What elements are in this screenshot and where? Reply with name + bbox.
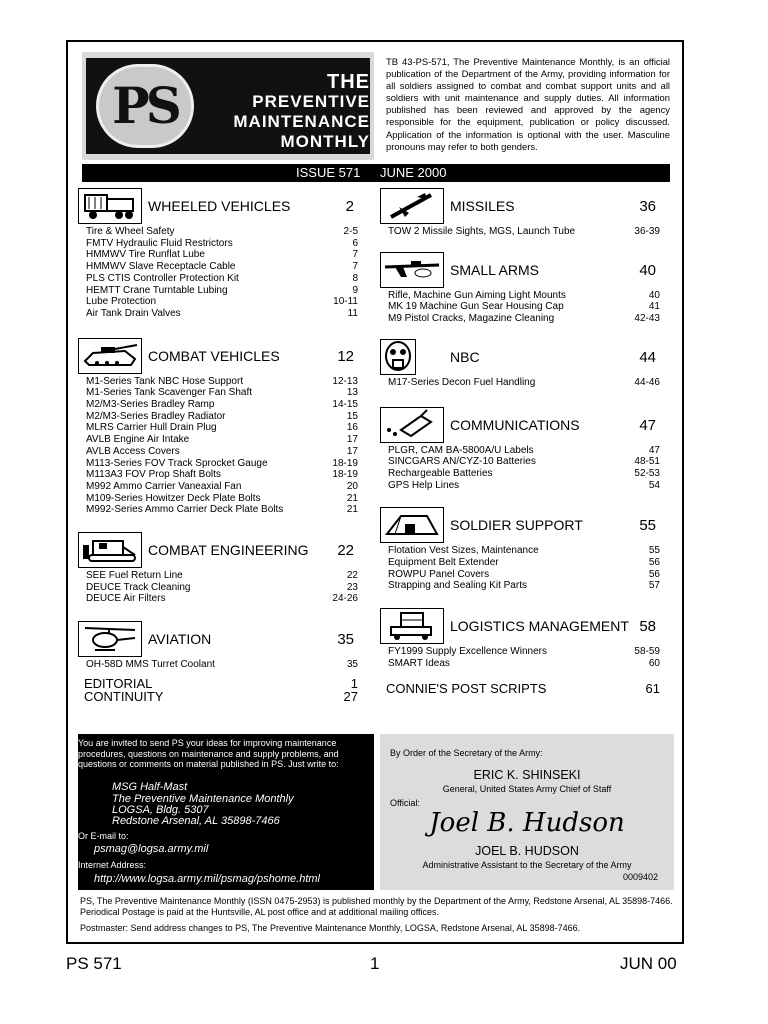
section-title: SOLDIER SUPPORT — [450, 517, 583, 534]
rifle-icon — [380, 252, 444, 288]
page-frame — [66, 40, 684, 944]
list-item: Lube Protection 10-11 — [86, 296, 358, 308]
footer-right: JUN 00 — [620, 954, 677, 973]
section-page: 40 — [639, 261, 656, 279]
toc-section — [380, 407, 664, 492]
chief-of-staff-name: ERIC K. SHINSEKI — [473, 768, 581, 782]
truck-icon — [78, 188, 142, 224]
list-item: HMMWV Slave Receptacle Cable 7 — [86, 261, 358, 273]
publication-info — [80, 896, 674, 934]
tent-icon — [380, 507, 444, 543]
section-title: WHEELED VEHICLES — [148, 198, 291, 214]
postmaster-note: Postmaster: Send address changes to PS, The Preventive Maintenance Monthly, LOGSA, Redstone Arsenal, AL 35898-7466. — [80, 923, 581, 933]
footer-page-number: 1 — [370, 954, 380, 973]
toc-section — [78, 188, 362, 320]
list-item: Flotation Vest Sizes, Maintenance 55 — [388, 545, 660, 557]
address-line: MSG Half-Mast — [112, 781, 188, 793]
list-item: TOW 2 Missile Sights, MGS, Launch Tube 36-39 — [388, 226, 660, 237]
address-line: Redstone Arsenal, AL 35898-7466 — [112, 815, 280, 827]
list-item: MLRS Carrier Hull Drain Plug 16 — [86, 422, 358, 434]
gas-mask-icon — [380, 339, 416, 375]
section-page: 58 — [639, 618, 656, 636]
list-item: Rechargeable Batteries 52-53 — [388, 467, 660, 479]
list-item: Equipment Belt Extender 56 — [388, 557, 660, 569]
list-item: CONNIE'S POST SCRIPTS 61 — [386, 680, 660, 696]
masthead-line-3: MAINTENANCE — [233, 112, 370, 131]
section-page: 47 — [639, 416, 656, 434]
list-item: FMTV Hydraulic Fluid Restrictors 6 — [86, 237, 358, 249]
by-order-text: By Order of the Secretary of the Army: — [390, 748, 543, 758]
toc-section — [380, 339, 664, 389]
bulldozer-icon — [78, 532, 142, 568]
signature: Joel B. Hudson — [429, 808, 625, 838]
masthead — [82, 52, 374, 160]
authority-box — [380, 734, 674, 890]
extras-right — [380, 682, 664, 695]
list-item: M113A3 FOV Prop Shaft Bolts 18-19 — [86, 469, 358, 481]
toc-section — [380, 507, 664, 592]
extras-left — [78, 677, 362, 703]
publication-note: PS, The Preventive Maintenance Monthly (ISSN 0475-2953) is published monthly by the Department of the Army, Redstone Arsenal, AL 35898-7466. Periodical Postage is paid at the Huntsville, AL post office and at additional mailing offices. — [80, 896, 673, 917]
toc-section — [380, 188, 664, 238]
toc-section — [380, 252, 664, 325]
list-item: GPS Help Lines 54 — [388, 479, 660, 491]
issue-bar — [82, 164, 670, 182]
toc-left-column — [78, 188, 362, 703]
section-title: SMALL ARMS — [450, 261, 539, 278]
section-title: COMBAT ENGINEERING — [148, 542, 309, 559]
section-title: MISSILES — [450, 198, 515, 214]
section-title: COMMUNICATIONS — [450, 416, 580, 433]
section-page: 2 — [345, 198, 354, 215]
masthead-banner — [86, 58, 370, 154]
list-item: M992 Ammo Carrier Vaneaxial Fan 20 — [86, 480, 358, 492]
email-label: Or E-mail to: — [78, 831, 129, 841]
list-item: HMMWV Tire Runflat Lube 7 — [86, 249, 358, 261]
section-title: LOGISTICS MANAGEMENT — [450, 618, 629, 635]
list-item: M1-Series Tank Scavenger Fan Shaft 13 — [86, 387, 358, 399]
list-item: DEUCE Air Filters 24-26 — [86, 593, 358, 605]
missile-icon — [380, 188, 444, 224]
masthead-line-4: MONTHLY — [280, 132, 370, 151]
toc-section — [78, 621, 362, 671]
section-title: NBC — [450, 348, 480, 365]
list-item: M2/M3-Series Bradley Radiator 15 — [86, 410, 358, 422]
list-item: ROWPU Panel Covers 56 — [388, 568, 660, 580]
list-item: M113-Series FOV Track Sprocket Gauge 18-19 — [86, 457, 358, 469]
list-item: CONTINUITY 27 — [84, 688, 358, 704]
address-line: The Preventive Maintenance Monthly — [112, 793, 294, 805]
section-page: 44 — [639, 348, 656, 366]
section-page: 55 — [639, 517, 656, 535]
toc-right-column — [380, 188, 664, 695]
list-item: EDITORIAL 1 — [84, 675, 358, 691]
masthead-line-1: THE — [327, 71, 370, 93]
web-label: Internet Address: — [78, 860, 147, 870]
list-item: M2/M3-Series Bradley Ramp 14-15 — [86, 399, 358, 411]
list-item: HEMTT Crane Turntable Lubing 9 — [86, 284, 358, 296]
authority-code: 0009402 — [622, 872, 658, 882]
radio-icon — [380, 407, 444, 443]
footer-left: PS 571 — [66, 954, 122, 973]
list-item: M17-Series Decon Fuel Handling 44-46 — [388, 376, 660, 388]
toc-section — [78, 338, 362, 516]
section-page: 22 — [337, 542, 354, 560]
crate-icon — [380, 608, 444, 644]
list-item: SEE Fuel Return Line 22 — [86, 570, 358, 582]
list-item: Strapping and Sealing Kit Parts 57 — [388, 580, 660, 592]
administrator-name: JOEL B. HUDSON — [475, 844, 579, 858]
list-item: PLS CTIS Controller Protection Kit 8 — [86, 272, 358, 284]
administrator-title: Administrative Assistant to the Secretary of the Army — [422, 860, 632, 870]
toc-section — [380, 608, 664, 669]
list-item: SMART Ideas 60 — [388, 657, 660, 669]
masthead-title — [206, 72, 370, 152]
list-item: M1-Series Tank NBC Hose Support 12-13 — [86, 375, 358, 387]
email-link[interactable]: psmag@logsa.army.mil — [94, 843, 209, 855]
official-label: Official: — [390, 798, 420, 808]
list-item: Rifle, Machine Gun Aiming Light Mounts 40 — [388, 289, 660, 301]
helicopter-icon — [78, 621, 142, 657]
section-page: 35 — [337, 631, 354, 649]
section-title: AVIATION — [148, 631, 212, 648]
list-item: SINCGARS AN/CYZ-10 Batteries 48-51 — [388, 456, 660, 468]
chief-of-staff-title: General, United States Army Chief of Staff — [442, 784, 612, 794]
section-page: 36 — [639, 198, 656, 215]
tank-icon — [78, 338, 142, 374]
toc-section — [78, 532, 362, 605]
list-item: MK 19 Machine Gun Sear Housing Cap 41 — [388, 301, 660, 313]
list-item: M992-Series Ammo Carrier Deck Plate Bolts 21 — [86, 504, 358, 516]
intro-paragraph: TB 43-PS-571, The Preventive Maintenance Monthly, is an official publication of the Department of the Army, providing information for all soldiers assigned to combat and combat support units and all soldiers with unit maintenance and supply duties. All information published has been reviewed and approved by the agency responsible for the equipment, publication or policy discussed. Application of the information is optional with the user. Masculine pronouns may refer to both genders. — [386, 56, 670, 152]
list-item: Tire & Wheel Safety 2-5 — [86, 226, 358, 237]
reader-notice — [78, 734, 374, 890]
web-link[interactable]: http://www.logsa.army.mil/psmag/pshome.html — [94, 873, 320, 885]
list-item: FY1999 Supply Excellence Winners 58-59 — [388, 646, 660, 658]
list-item: DEUCE Track Cleaning 23 — [86, 581, 358, 593]
list-item: AVLB Access Covers 17 — [86, 445, 358, 457]
list-item: Air Tank Drain Valves 11 — [86, 307, 358, 319]
ps-logo: PS — [96, 64, 194, 148]
issue-date: JUNE 2000 — [380, 165, 447, 180]
notice-intro: You are invited to send PS your ideas for improving maintenance procedures, questions on maintenance and supply problems, and questions or comments on material published in PS. Just write to: — [78, 738, 339, 770]
masthead-line-2: PREVENTIVE — [252, 92, 370, 111]
list-item: AVLB Engine Air Intake 17 — [86, 434, 358, 446]
section-title: COMBAT VEHICLES — [148, 347, 280, 364]
list-item: OH-58D MMS Turret Coolant 35 — [86, 659, 358, 671]
address-line: LOGSA, Bldg. 5307 — [112, 804, 209, 816]
list-item: M9 Pistol Cracks, Magazine Cleaning 42-43 — [388, 313, 660, 325]
section-page: 12 — [337, 347, 354, 365]
list-item: M109-Series Howitzer Deck Plate Bolts 21 — [86, 492, 358, 504]
list-item: PLGR, CAM BA-5800A/U Labels 47 — [388, 444, 660, 456]
issue-number: ISSUE 571 — [296, 165, 361, 180]
